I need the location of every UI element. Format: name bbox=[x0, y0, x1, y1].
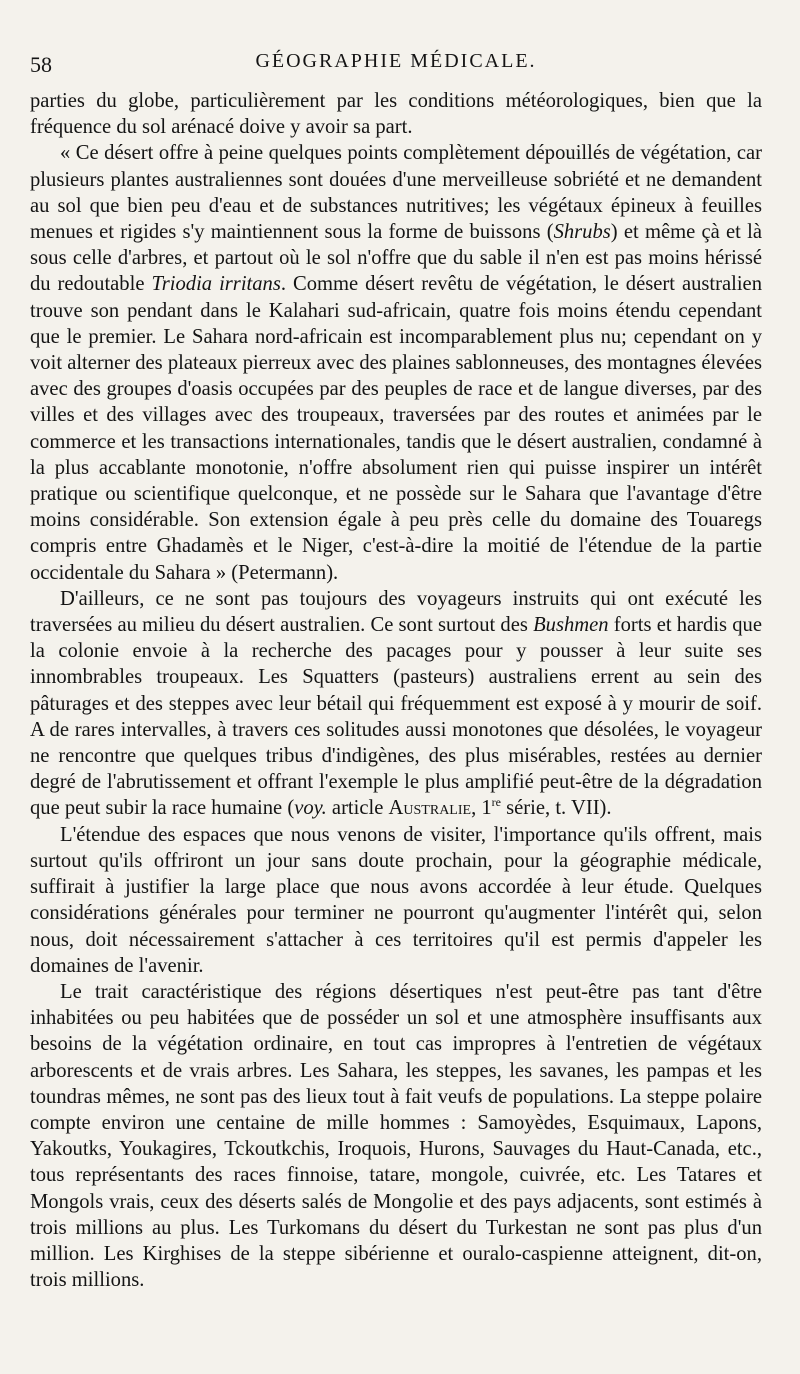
paragraph-2-part-c: . Comme désert revêtu de végétation, le désert australien trouve son pendant dans le Kalahari sud-africain, quatre fois moins étendu cependant que le premier. Le Sahara nord-africain est incomparablement plus nu; cependant on y voit alterner des plateaux pierreux avec des plaines sablonneuses, des montagnes élevées avec des groupes d'oasis occupées par des peuples de race et de langue diverses, par des villes et des villages avec des troupeaux, traversées par des routes et animées par le commerce et les transactions internationales, tandis que le désert australien, condamné à la plus accablante monotonie, n'offre absolument rien qui puisse inspirer un intérêt pratique ou scientifique quelconque, et ne possède sur le Sahara que l'avantage d'être moins considérable. Son extension égale à peu près celle du domaine des Touaregs compris entre Ghadamès et le Niger, c'est-à-dire la moitié de l'étendue de la partie occidentale du Sahara » (Petermann). bbox=[30, 273, 762, 584]
triodia-term: Triodia irritans bbox=[151, 273, 281, 296]
paragraph-5: Le trait caractéristique des régions désertiques n'est peut-être pas tant d'être inhabitées ou peu habitées que de posséder un sol et une atmosphère insuffisants aux besoins de la végétation ordinaire, en tout cas impropres à l'entretien de végétaux arborescents et de vrais arbres. Les Sahara, les steppes, les savanes, les pampas et les toundras mêmes, ne sont pas des lieux tout à fait veufs de populations. La steppe polaire compte environ une centaine de mille hommes : Samoyèdes, Esquimaux, Lapons, Yakoutks, Youkagires, Tckoutkchis, Iroquois, Hurons, Sauvages du Haut-Canada, etc., tous représentants des races finnoise, tatare, mongole, cuivrée, etc. Les Tatares et Mongols vrais, ceux des déserts salés de Mongolie et des pays adjacents, sont estimés à trois millions au plus. Les Turkomans du désert du Turkestan ne sont pas plus d'un million. Les Kirghises de la steppe sibérienne et ouralo-caspienne atteignent, dit-on, trois millions. bbox=[30, 980, 762, 1292]
paragraph-2 bbox=[30, 140, 762, 585]
page-number: 58 bbox=[30, 52, 52, 77]
paragraph-1: parties du globe, particulièrement par les conditions météorologiques, bien que la fréquence du sol arénacé doive y avoir sa part. bbox=[30, 90, 762, 139]
paragraph-2-part-b: ) et même çà et là sous celle d'arbres, et partout où le sol n'offre que du sable il n'en est pas moins hérissé du redoutable bbox=[30, 221, 762, 296]
paragraph-3-part-b: forts et hardis que la colonie envoie à la recherche des pacages pour y pousser à leur suite ses innombrables troupeaux. Les Squatters (pasteurs) australiens errent au sein des pâturages et des steppes avec leur bétail qui fréquemment est exposé à y mourir de soif. A de rares intervalles, à travers ces solitudes aussi monotones que désolées, le voyageur ne rencontre que quelques tribus d'indigènes, des plus misérables, restées au dernier degré de l'abrutissement et offrant l'exemple le plus amplifié peut-être de la dégradation que peut subir la race humaine ( bbox=[30, 614, 762, 820]
running-title: GÉOGRAPHIE MÉDICALE. bbox=[255, 50, 537, 72]
paragraph-3 bbox=[30, 586, 762, 822]
paragraph-3-part-a: D'ailleurs, ce ne sont pas toujours des voyageurs instruits qui ont exécuté les traversées au milieu du désert australien. Ce sont surtout des bbox=[30, 587, 762, 637]
paragraph-2-part-a: « Ce désert offre à peine quelques points complètement dépouillés de végétation, car plusieurs plantes australiennes sont douées d'une merveilleuse sobriété et ne demandent au sol que bien peu d'eau et de substances nutritives; les végétaux épineux à feuilles menues et rigides s'y maintiennent sous la forme de buissons ( bbox=[30, 142, 762, 244]
paragraph-3-part-e: série, t. VII). bbox=[501, 797, 612, 820]
voy-abbreviation: voy. bbox=[294, 797, 327, 820]
bushmen-term: Bushmen bbox=[533, 614, 609, 637]
paragraph-3-part-d: , 1 bbox=[471, 797, 492, 820]
paragraph-3-part-c: article bbox=[326, 797, 389, 820]
page-header bbox=[30, 48, 762, 88]
shrubs-term: Shrubs bbox=[553, 221, 611, 244]
body-text bbox=[30, 88, 762, 1293]
ordinal-superscript: re bbox=[491, 795, 501, 810]
australie-reference: Australie bbox=[388, 797, 472, 820]
paragraph-4: L'étendue des espaces que nous venons de visiter, l'importance qu'ils offrent, mais surtout qu'ils offriront un jour sans doute prochain, pour la géographie médicale, suffirait à justifier la large place que nous avons accordée à leur étude. Quelques considérations générales pour terminer ne pourront qu'augmenter l'intérêt qui, selon nous, doit nécessairement s'attacher à ces territoires qu'il est permis d'appeler les domaines de l'avenir. bbox=[30, 823, 762, 977]
